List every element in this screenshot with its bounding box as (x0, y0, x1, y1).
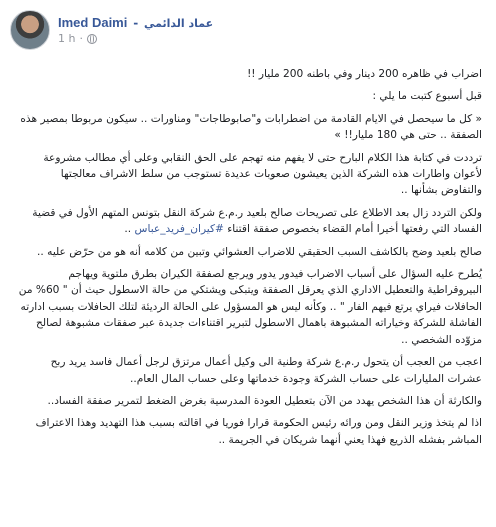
author-line (58, 15, 213, 31)
author-separator: - (133, 15, 139, 30)
post-paragraph-4: ترددت في كتابة هذا الكلام البارح حتى لا يفهم منه تهجم على الحق النقابي وعلى أي مطالب مشروعة لأعوان واطارات هذه الشركة الذين يعيشون صعوبات عديدة تستوجب من سلط الاشراف معالجتها والتفاوض بشأنها .. (43, 151, 482, 197)
post-paragraph-2: قبل أسبوع كتبت ما يلي : (372, 90, 482, 103)
author-name-link[interactable]: Imed Daimi (58, 14, 128, 30)
post-paragraph-5: ولكن التردد زال بعد الاطلاع على تصريحات صالح بلعيد ر.م.ع شركة النقل بتونس المتهم الأول في قضية الفساد التي رفعتها أخيرا أمام القضاء بخصوص صفقة اقتناء #كيران_فريد_عباس .. (32, 206, 482, 236)
post-paragraph-10: اذا لم يتخذ وزير النقل ومن ورائه رئيس الحكومة قرارا فوريا في اقالته بسبب هذا التهديد وهذا الاعتراف المباشر بفشله الذريع فهذا يعني أنهما شريكان في الجريمة .. (35, 417, 482, 446)
post-paragraph-3: « كل ما سيحصل في الايام القادمة من اضطرابات و"صابوطاجات" ومناورات .. سيكون مربوطا بمصير هذه الصفقة .. حتى هي 180 مليار!! » (20, 112, 482, 142)
post-paragraph-6: صالح بلعيد وضح بالكاشف السبب الحقيقي للاضراب العشوائي وتبين من كلامه أنه هو من حرّض عليه .. (37, 245, 482, 258)
post-paragraph-8: اعجب من العجب أن يتحول ر.م.ع شركة وطنية الى وكيل أعمال مرتزق لرجل أعمال فاسد يريد ربح عشرات المليارات على حساب الشركة وجودة خدماتها وعلى حساب المال العام.. (50, 356, 482, 385)
hashtag-link[interactable]: #كيران_فريد_عباس (134, 223, 224, 236)
globe-icon[interactable] (87, 34, 97, 44)
author-block (58, 15, 213, 46)
author-avatar[interactable] (10, 10, 50, 50)
post-paragraph-7: يُطرح عليه السؤال على أسباب الاضراب فيدور يدور ويرجع لصفقة الكيران بطرق ملتوية ويهاجم البيروقراطية والتعطيل الاداري الذي يعرقل الصفقة ويتبكى ويشتكي من حالة الاسطول حيث أن " 60% من الحافلات فيراي يرتع فيهم الفار " .. وكأنه ليس هو المسؤول على الحالة الرديئة لتلك الحافلات بسبب ادارته الفاشلة للشركة وخياراته المشبوهة باهمال الاسطول لتبرير اقتناءات جديدة عبر صفقات مشبوهة لصالح مزوّده الشخصي .. (18, 268, 482, 346)
post-meta: 1 h · (58, 32, 213, 45)
post-header (10, 8, 486, 52)
post-timestamp[interactable]: 1 h (58, 32, 76, 46)
post-paragraph-9: والكارثة أن هذا الشخص يهدد من الآن بتعطيل العودة المدرسية بغرض الضغط لتمرير صفقة الفساد.. (47, 394, 482, 407)
post-paragraph-1: اضراب في ظاهره 200 دينار وفي باطنه 200 مليار !! (247, 68, 482, 80)
post-content (10, 66, 486, 448)
author-name-arabic[interactable]: عماد الدائمي (144, 16, 214, 30)
